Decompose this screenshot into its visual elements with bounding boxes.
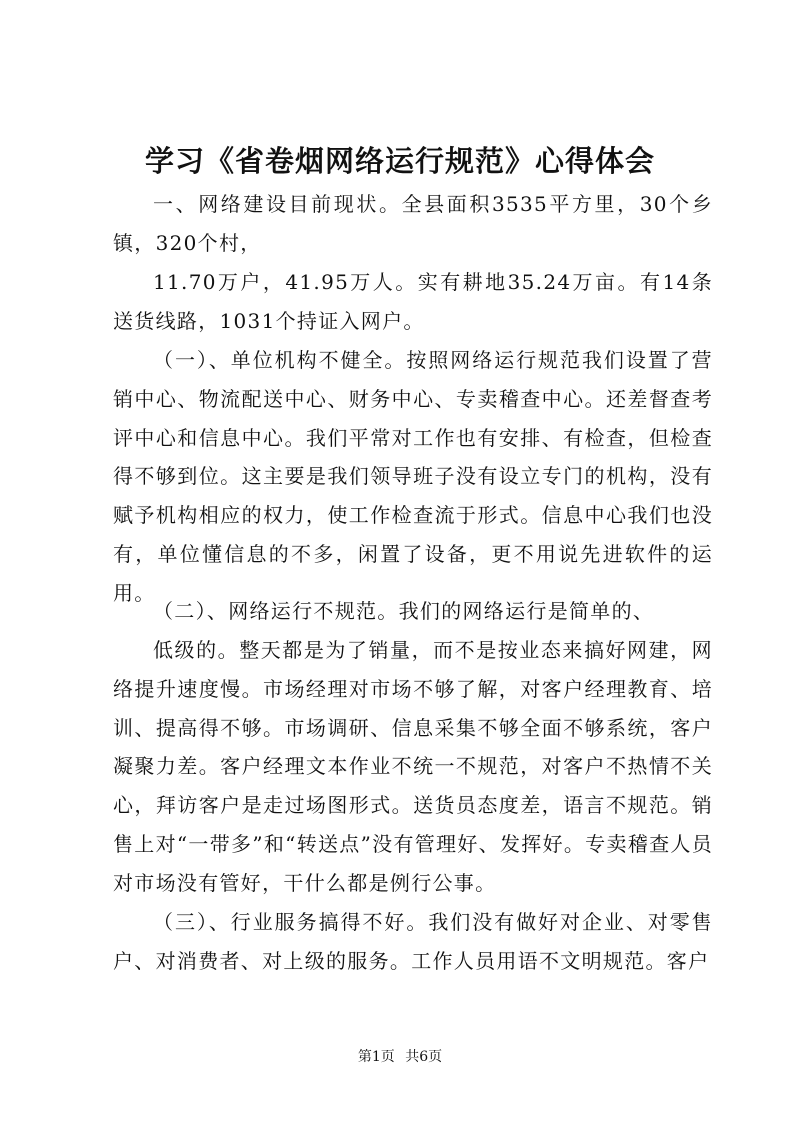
page-total: 共6页 xyxy=(405,1049,443,1065)
page-number: 第1页 xyxy=(357,1049,395,1065)
document-title: 学习《省卷烟网络运行规范》心得体会 xyxy=(144,144,655,178)
paragraph-statistics: 11.70万户，41.95万人。实有耕地35.24万亩。有14条送货线路，1031个持证入网户。 xyxy=(113,270,713,333)
paragraph-section-two-heading: （二）、网络运行不规范。我们的网络运行是简单的、 xyxy=(153,599,655,623)
paragraph-current-status: 一、网络建设目前现状。全县面积3535平方里，30个乡镇，320个村， xyxy=(113,192,713,255)
page-footer xyxy=(0,1047,800,1067)
paragraph-section-three: （三）、行业服务搞得不好。我们没有做好对企业、对零售户、对消费者、对上级的服务。工作人员用语不文明规范。客户 xyxy=(113,910,713,973)
paragraph-section-one: （一）、单位机构不健全。按照网络运行规范我们设置了营销中心、物流配送中心、财务中心、专卖稽查中心。还差督查考评中心和信息中心。我们平常对工作也有安排、有检查，但检查得不够到位。这主要是我们领导班子没有设立专门的机构，没有赋予机构相应的权力，使工作检查流于形式。信息中心我们也没有，单位懂信息的不多，闲置了设备，更不用说先进软件的运用。 xyxy=(113,348,713,605)
paragraph-section-two-body: 低级的。整天都是为了销量，而不是按业态来搞好网建，网络提升速度慢。市场经理对市场不够了解，对客户经理教育、培训、提高得不够。市场调研、信息采集不够全面不够系统，客户凝聚力差。客户经理文本作业不统一不规范，对客户不热情不关心，拜访客户是走过场图形式。送货员态度差，语言不规范。销售上对“一带多”和“转送点”没有管理好、发挥好。专卖稽查人员对市场没有管好，干什么都是例行公事。 xyxy=(113,638,713,895)
